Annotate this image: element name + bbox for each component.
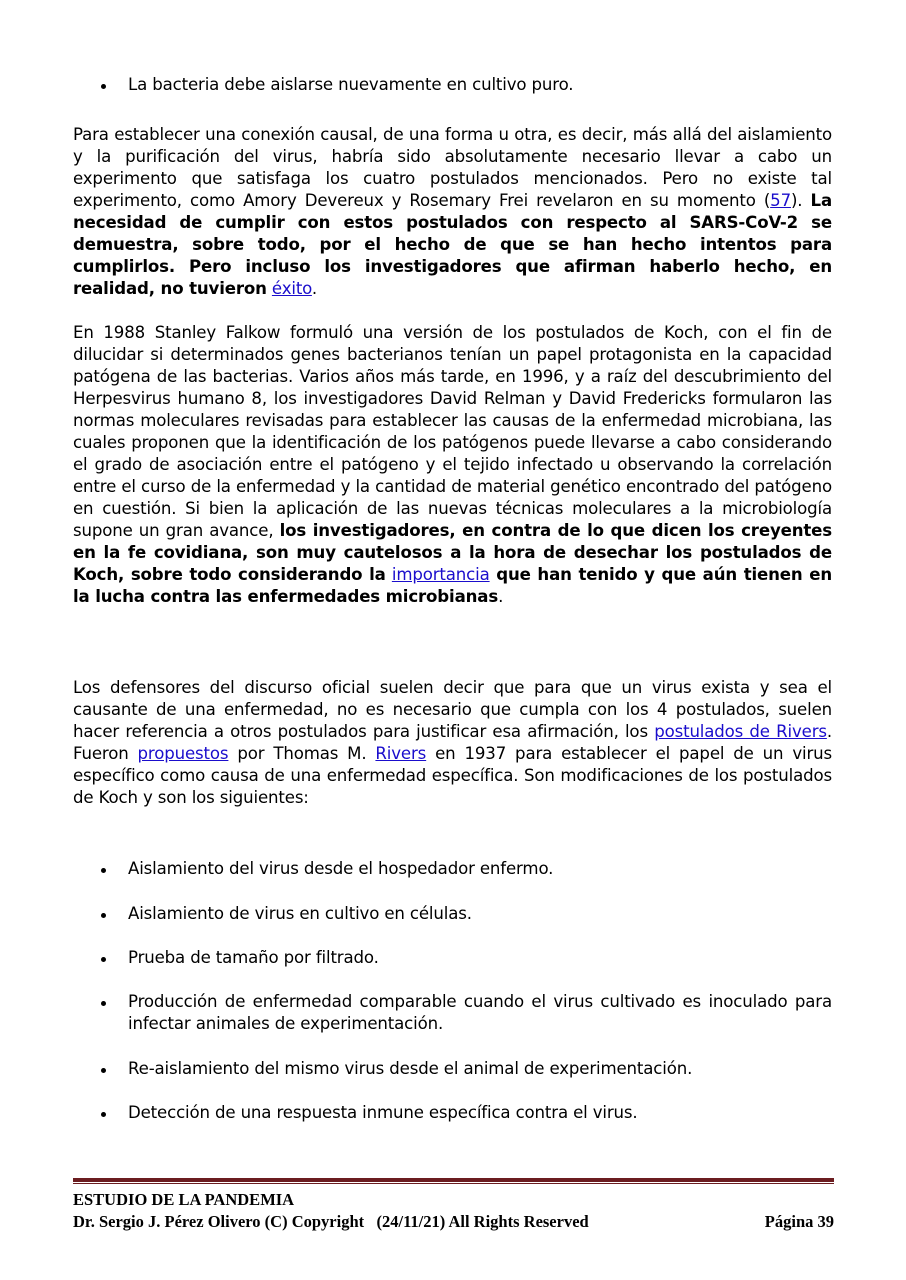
paragraph-text: en 1937 para establecer el papel de un virus específico como causa de una enfermedad específica. Son modificaciones de los postulados de Koch y son los siguientes: [73,744,833,807]
list-item [73,858,832,880]
reference-link-57[interactable]: 57 [770,191,791,210]
footer-author-copyright: Dr. Sergio J. Pérez Olivero (C) Copyright (24/11/21) All Rights Reserved [73,1212,589,1231]
koch-postulates-list-tail [73,74,832,96]
list-item-text: Detección de una respuesta inmune específica contra el virus. [128,1103,638,1122]
bold-statement: La necesidad de cumplir con estos postulados con respecto al SARS-CoV-2 se demuestra, sobre todo, por el hecho de que se han hecho intentos para cumplirlos. Pero incluso los investigadores que afirman haberlo hecho, en realidad, no tuvieron [73,191,833,298]
paragraph-falkow-molecular-postulates [73,322,832,608]
paragraph-text: En 1988 Stanley Falkow formuló una versión de los postulados de Koch, con el fin de dilucidar si determinados genes bacterianos tenían un papel protagonista en la capacidad patógena de las bacterias. Varios años más tarde, en 1996, y a raíz del descubrimiento del Herpesvirus humano 8, los investigadores David Relman y David Fredericks formularon las normas moleculares revisadas para establecer las causas de la enfermedad microbiana, las cuales proponen que la identificación de los patógenos puede llevarse a cabo considerando el grado de asociación entre el patógeno y el tejido infectado u observando la correlación entre el curso de la enfermedad y la cantidad de material genético encontrado del patógeno en cuestión. Si bien la aplicación de las nuevas técnicas moleculares a la microbiología supone un gran avance, [73,323,832,540]
page-footer [73,1189,834,1233]
bullet-icon [101,1001,106,1006]
footer-title: ESTUDIO DE LA PANDEMIA [73,1190,295,1209]
list-item-text: Prueba de tamaño por filtrado. [128,948,379,967]
bullet-icon [101,84,106,89]
list-item-text: Aislamiento de virus en cultivo en células. [128,904,472,923]
bullet-icon [101,913,106,918]
link-importancia[interactable]: importancia [391,565,490,584]
paragraph-causal-connection [73,124,832,300]
list-item [73,1102,832,1124]
page-number: Página 39 [764,1212,834,1231]
bullet-icon [101,1068,106,1073]
list-item [73,74,832,96]
list-item-text: Aislamiento del virus desde el hospedador enfermo. [128,859,554,878]
paragraph-text: por Thomas M. [228,744,376,763]
paragraph-rivers-postulates-intro [73,677,832,809]
footer-divider [73,1178,834,1184]
paragraph-text: Los defensores del discurso oficial suelen decir que para que un virus exista y sea el causante de una enfermedad, no es necesario que cumpla con los 4 postulados, suelen hacer referencia a otros postulados para justificar esa afirmación, los [73,678,832,741]
list-item-text: La bacteria debe aislarse nuevamente en cultivo puro. [128,75,574,94]
paragraph-text: ). [790,191,811,210]
footer-divider-thin [73,1183,834,1184]
paragraph-text: . Fueron [73,722,832,763]
bullet-icon [101,957,106,962]
bullet-icon [101,1112,106,1117]
list-item [73,1058,832,1080]
paragraph-text: . [311,279,318,298]
link-propuestos[interactable]: propuestos [137,744,229,763]
paragraph-text: . [498,587,504,606]
list-item [73,947,832,969]
list-item [73,903,832,925]
bullet-icon [101,868,106,873]
list-item-text: Producción de enfermedad comparable cuando el virus cultivado es inoculado para infectar animales de experimentación. [128,992,832,1033]
link-exito[interactable]: éxito [271,279,312,298]
rivers-postulates-list [73,858,832,1124]
footer-divider-thick [73,1178,834,1182]
list-item-text: Re-aislamiento del mismo virus desde el animal de experimentación. [128,1059,693,1078]
link-rivers[interactable]: Rivers [375,744,427,763]
bold-statement: que han tenido y que aún tienen en la lucha contra las enfermedades microbianas [73,565,832,606]
list-item [73,991,832,1035]
link-postulados-de-rivers[interactable]: postulados de Rivers [654,722,827,741]
footer-row [73,1211,834,1233]
paragraph-text: Para establecer una conexión causal, de una forma u otra, es decir, más allá del aislamiento y la purificación del virus, habría sido absolutamente necesario llevar a cabo un experimento que satisfaga los cuatro postulados mencionados. Pero no existe tal experimento, como Amory Devereux y Rosemary Frei revelaron en su momento ( [73,125,832,210]
bold-statement: los investigadores, en contra de lo que dicen los creyentes en la fe covidiana, son muy cautelosos a la hora de desechar los postulados de Koch, sobre todo considerando la [73,521,832,584]
